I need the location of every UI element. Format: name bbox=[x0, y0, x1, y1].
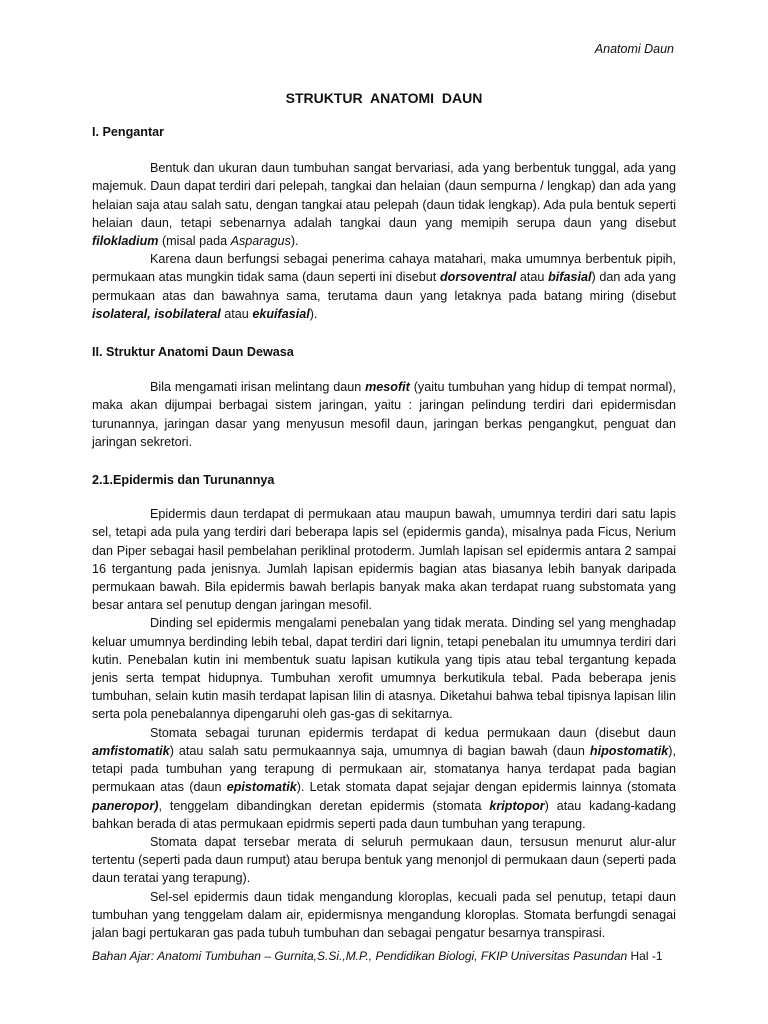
text-run: ) atau kadang-kadang bahkan berada di atas permukaan epidrmis seperti pada daun tumbuhan yang terapung. bbox=[92, 798, 676, 831]
paragraph: Stomata dapat tersebar merata di seluruh permukaan daun, tersusun menurut alur-alur tertentu (seperti pada daun rumput) atau berupa bentuk yang menonjol di permukaan daun (seperti pada daun teratai yang terapung). bbox=[92, 834, 676, 886]
text-run: (yaitu tumbuhan yang hidup di tempat normal), maka akan dijumpai berbagai sistem jaringan, yaitu : jaringan pelindung terdiri dari epidermisdan turunannya, jaringan dasar yang menyusun mesofil daun, jaringan berkas pengangkut, penguat dan jaringan sekretori. bbox=[92, 380, 677, 449]
term-mesofit: mesofit bbox=[365, 380, 410, 395]
section-heading-struktur: II. Struktur Anatomi Daun Dewasa bbox=[92, 345, 294, 360]
running-head: Anatomi Daun bbox=[594, 42, 674, 56]
paragraph bbox=[92, 378, 676, 451]
term-hipostomatik: hipostomatik bbox=[589, 743, 669, 758]
text-run: atau bbox=[516, 270, 549, 285]
term-asparagus: Asparagus bbox=[230, 234, 291, 249]
document-body bbox=[92, 123, 676, 942]
paragraph: Dinding sel epidermis mengalami penebalan yang tidak merata. Dinding sel yang menghadap keluar umumnya berdinding lebih tebal, dapat terdiri dari lignin, tetapi penebalan itu umumnya terdiri dari kutin. Penebalan kutin ini membentuk suatu lapisan kutikula yang tipis atau tebal tergantung kepada jenis serta tempat hidupnya. Tumbuhan xerofit umumnya berkutikula tebal. Pada beberapa jenis tumbuhan, selain kutin masih terdapat lapisan lilin di atasnya. Diketahui bahwa tebal tipisnya lapisan lilin serta pola penebalannya dipengaruhi oleh gas-gas di sekitarnya. bbox=[92, 616, 676, 722]
text-run: ) dan ada yang permukaan atas dan bawahnya sama, terutama daun yang letaknya pada batang miring (disebut bbox=[92, 270, 676, 303]
text-run: ), tetapi pada tumbuhan yang terapung di permukaan air, stomatanya hanya terdapat pada bagian permukaan atas (daun bbox=[92, 743, 676, 795]
paragraph bbox=[92, 250, 676, 323]
term-ekuifasial: ekuifasial bbox=[252, 306, 310, 321]
text-run: Stomata sebagai turunan epidermis terdapat di kedua permukaan daun (disebut daun bbox=[150, 725, 676, 740]
term-bifasial: bifasial bbox=[548, 270, 592, 285]
term-isolateral: isolateral, isobilateral bbox=[92, 306, 221, 321]
paragraph bbox=[92, 159, 676, 250]
text-run: ). Letak stomata dapat sejajar dengan epidermis lainnya (stomata bbox=[296, 780, 676, 795]
section-heading-pengantar: I. Pengantar bbox=[92, 125, 165, 139]
paragraph: Epidermis daun terdapat di permukaan atau maupun bawah, umumnya terdiri dari satu lapis sel, tetapi ada pula yang terdiri dari beberapa lapis sel (epidermis ganda), misalnya pada Ficus, Nerium dan Piper sebagai hasil pembelahan periklinal protoderm. Jumlah lapisan sel epidermis antara 2 sampai 16 tergantung pada jenisnya. Jumlah lapisan epidermis bagian atas biasanya lebih banyak daripada permukaan bawah. Bila epidermis bawah berlapis banyak maka akan terdapat ruang substomata yang besar antara sel penutup dengan jaringan mesofil. bbox=[92, 507, 676, 613]
text-run: ). bbox=[309, 306, 318, 321]
text-run: (misal pada bbox=[158, 234, 231, 249]
section-heading-epidermis: 2.1.Epidermis dan Turunannya bbox=[92, 473, 275, 488]
term-paneropor: paneropor) bbox=[92, 798, 159, 813]
term-filokladium: filokladium bbox=[92, 234, 159, 249]
term-amfistomatik: amfistomatik bbox=[92, 743, 170, 758]
page-title: STRUKTUR ANATOMI DAUN bbox=[285, 90, 483, 106]
text-run: atau bbox=[220, 306, 253, 321]
term-dorsoventral: dorsoventral bbox=[439, 270, 517, 285]
text-run: , tenggelam dibandingkan deretan epidermis (stomata bbox=[158, 798, 490, 813]
text-run: Karena daun berfungsi sebagai penerima cahaya matahari, maka umumnya berbentuk pipih, permukaan atas mungkin tidak sama (daun seperti ini disebut bbox=[92, 252, 676, 285]
paragraph bbox=[92, 724, 676, 833]
term-epistomatik: epistomatik bbox=[226, 780, 297, 795]
text-run: ). bbox=[290, 234, 299, 249]
term-kriptopor: kriptopor bbox=[489, 798, 545, 813]
text-run: Bentuk dan ukuran daun tumbuhan sangat bervariasi, ada yang berbentuk tunggal, ada yang majemuk. Daun dapat terdiri dari pelepah, tangkai dan helaian (daun sempurna / lengkap) dan ada yang helaian saja atau salah satu, dengan tangkai atau pelepah (daun tidak lengkap). Ada pula bentuk seperti helaian daun, tetapi sebenarnya adalah tangkai daun yang memipih serupa daun yang disebut bbox=[92, 161, 676, 230]
paragraph: Sel-sel epidermis daun tidak mengandung kloroplas, kecuali pada sel penutup, tetapi daun tumbuhan yang tenggelam dalam air, epidermisnya mengandung kloroplas. Stomata berfungdi senagai jalan bagi pertukaran gas pada tubuh tumbuhan dan sebagai pengatur besarnya transpirasi. bbox=[92, 889, 676, 940]
footer-text: Bahan Ajar: Anatomi Tumbuhan – Gurnita,S.Si.,M.P., Pendidikan Biologi, FKIP Universitas Pasundan bbox=[92, 949, 628, 963]
page-footer bbox=[92, 949, 692, 963]
page-number: Hal -1 bbox=[627, 949, 663, 963]
text-run: ) atau salah satu permukaannya saja, umumnya di bagian bawah (daun bbox=[169, 743, 590, 758]
text-run: Bila mengamati irisan melintang daun bbox=[150, 380, 366, 395]
